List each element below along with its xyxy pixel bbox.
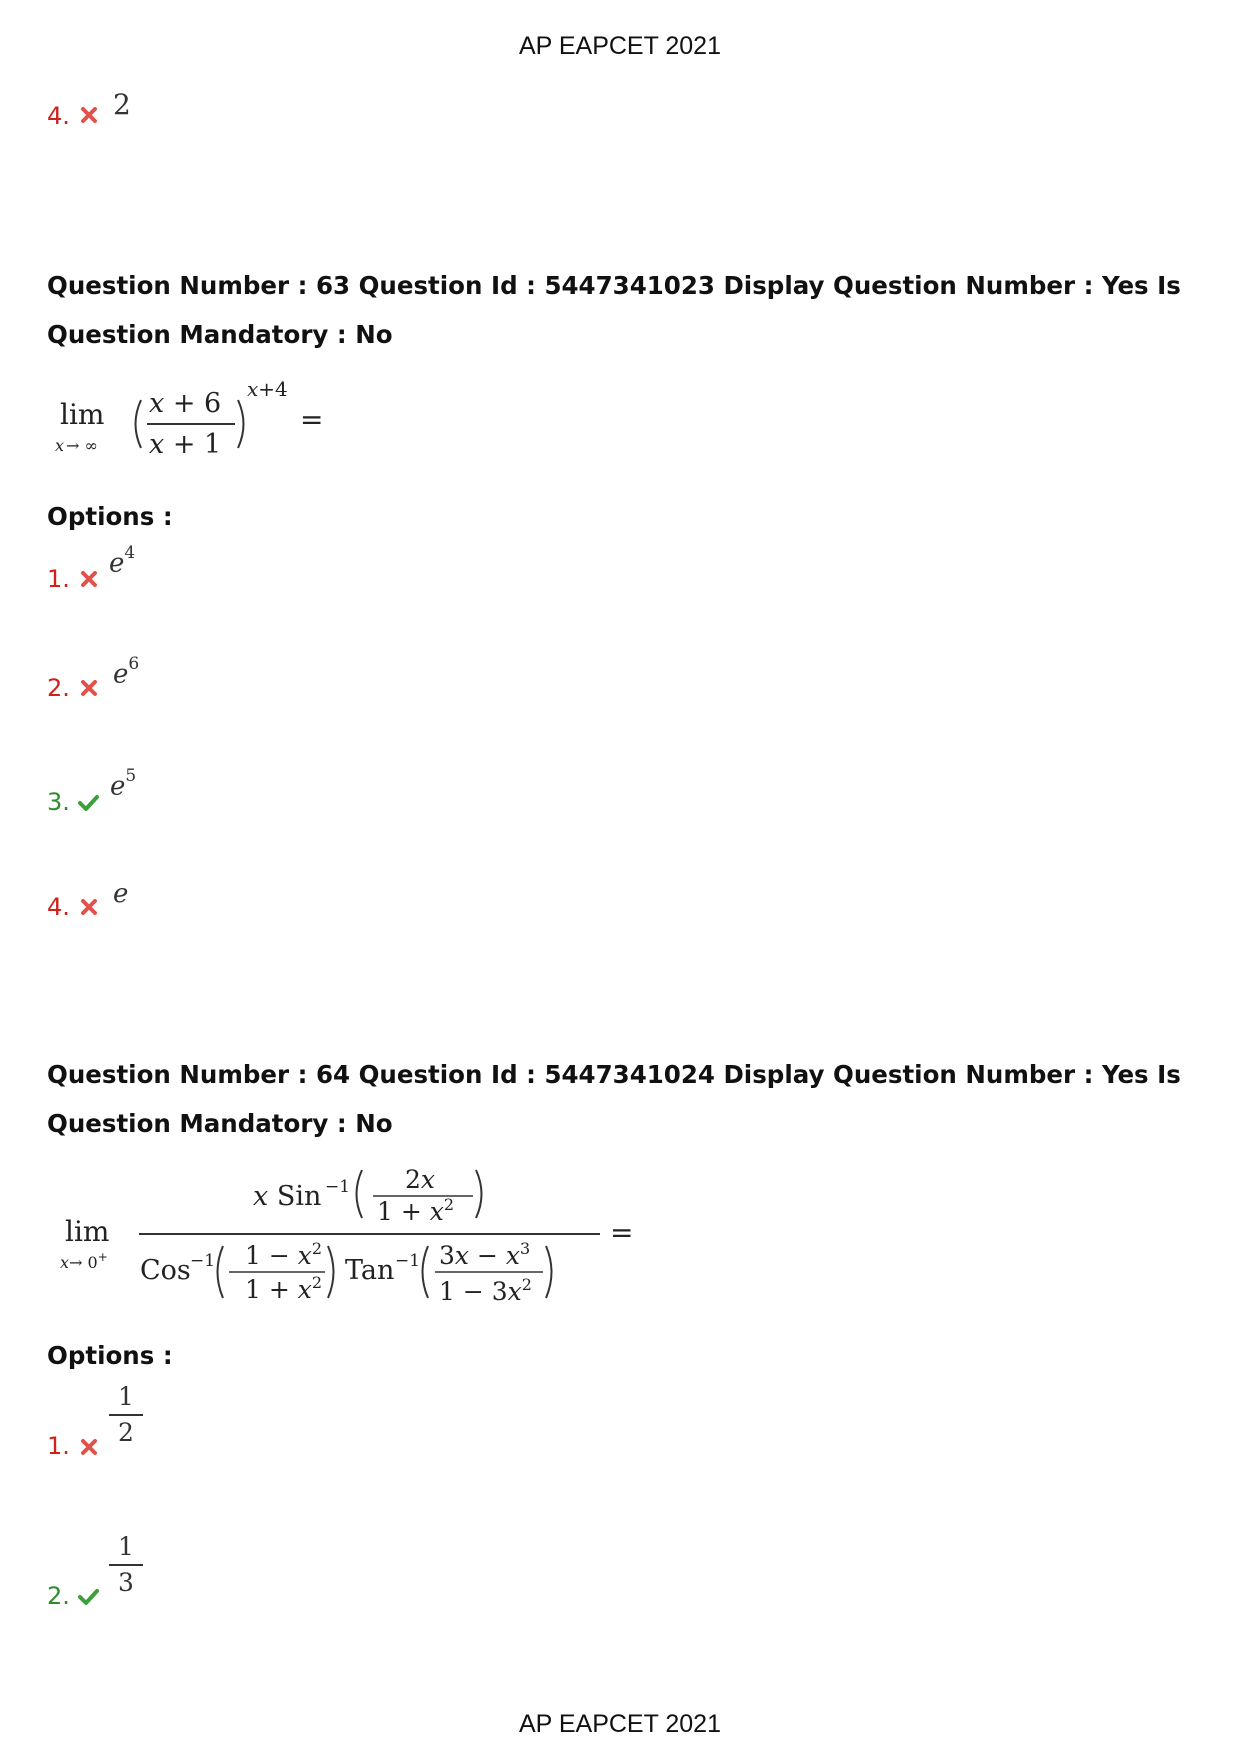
svg-text:1 − 3x2: $1 - 3x^2$ — [439, 1275, 532, 1306]
svg-text:x→ 0+: x→ 0+ — [60, 1250, 108, 1272]
svg-text:−1: −1 — [325, 1177, 351, 1197]
svg-text:2x: 2x — [405, 1165, 436, 1194]
page-footer: AP EAPCET 2021 — [519, 1710, 721, 1738]
option-number: 2. — [47, 674, 70, 702]
option-answer: $e^5$ — [110, 766, 137, 802]
wrong-cross-icon — [78, 568, 100, 590]
option-number: 1. — [47, 565, 70, 593]
svg-text:x + 1: x + 1 — [149, 429, 222, 460]
question-63-options-label: Options : — [47, 502, 173, 531]
svg-text:Tan: Tan — [345, 1255, 395, 1286]
svg-text:−1: −1 — [395, 1251, 421, 1271]
svg-text:=: = — [300, 403, 324, 436]
question-63-header: Question Number : 63 Question Id : 5447341023 Display Question Number : Yes Is Question Mandatory : No — [47, 271, 1181, 349]
option-number: 2. — [47, 1582, 70, 1610]
correct-check-icon — [77, 1586, 99, 1608]
svg-text:x Sin: x Sin — [253, 1181, 322, 1212]
svg-text:1 − x2: $1 - x^2$ — [245, 1239, 323, 1270]
svg-text:x: x — [55, 436, 65, 455]
option-number: 4. — [47, 893, 70, 921]
fraction-numerator: 1 — [118, 1382, 134, 1411]
option-answer: e — [113, 879, 129, 909]
option-answer: $e^6$ — [113, 654, 140, 690]
svg-text:Cos: Cos — [140, 1255, 191, 1286]
option-number: 3. — [47, 788, 70, 816]
fraction-denominator: 3 — [118, 1568, 134, 1597]
option-answer: 2 — [113, 88, 131, 121]
question-64-formula — [55, 1160, 655, 1310]
fraction-numerator: 1 — [118, 1532, 134, 1561]
svg-text:1 + x2: $1 + x^2$ — [377, 1195, 455, 1226]
wrong-cross-icon — [78, 677, 100, 699]
svg-text:x+4: x+4 — [247, 377, 288, 401]
wrong-cross-icon — [78, 896, 100, 918]
page-header: AP EAPCET 2021 — [519, 32, 721, 60]
svg-text:lim: lim — [60, 398, 105, 431]
wrong-cross-icon — [78, 104, 100, 126]
question-63-formula — [55, 372, 335, 472]
svg-text:−1: −1 — [190, 1251, 216, 1271]
option-number: 4. — [47, 102, 70, 130]
svg-text:→ ∞: → ∞ — [66, 436, 98, 455]
option-answer-fraction — [109, 1380, 143, 1450]
option-number: 1. — [47, 1432, 70, 1460]
svg-text:3x − x3: $3x - x^3$ — [439, 1239, 531, 1270]
svg-text:lim: lim — [65, 1215, 110, 1248]
wrong-cross-icon — [78, 1436, 100, 1458]
svg-text:1 + x2: $1 + x^2$ — [245, 1273, 323, 1304]
svg-text:=: = — [610, 1216, 634, 1249]
svg-text:x + 6: x + 6 — [149, 388, 222, 419]
option-answer: $e^4$ — [109, 543, 136, 579]
question-64-header: Question Number : 64 Question Id : 5447341024 Display Question Number : Yes Is Question Mandatory : No — [47, 1060, 1181, 1138]
question-64-options-label: Options : — [47, 1341, 173, 1370]
option-answer-fraction — [109, 1530, 143, 1600]
correct-check-icon — [77, 792, 99, 814]
fraction-denominator: 2 — [118, 1418, 134, 1447]
